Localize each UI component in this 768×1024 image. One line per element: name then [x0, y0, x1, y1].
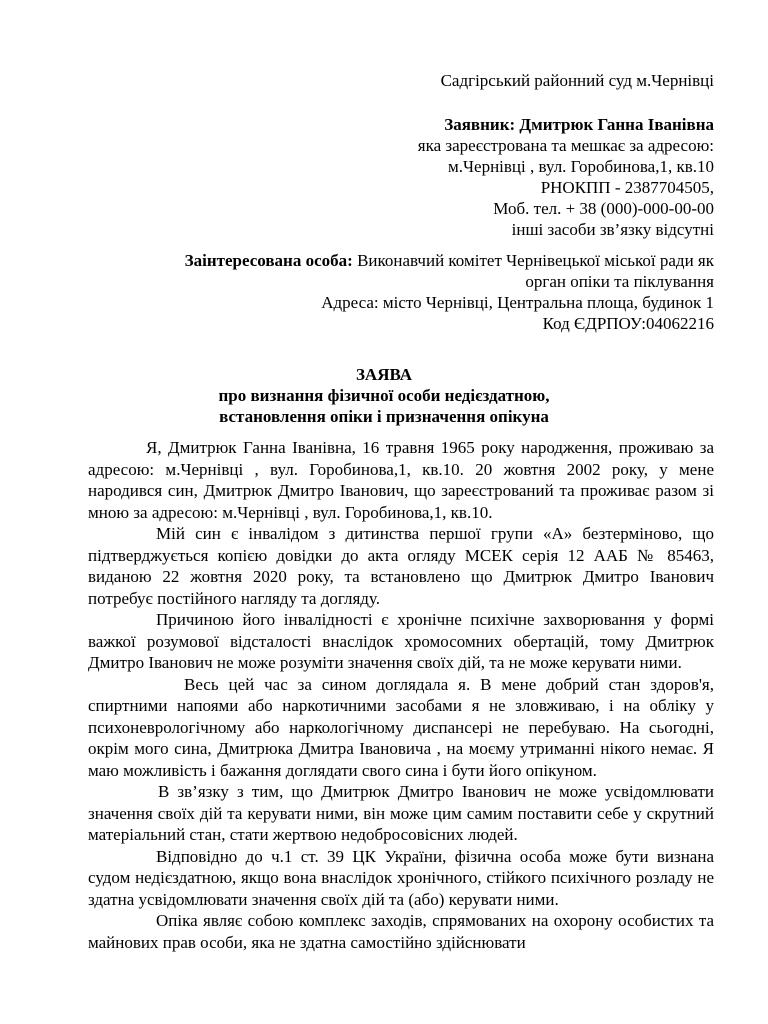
interested-party-label: Заінтересована особа:	[184, 251, 353, 270]
applicant-block	[418, 114, 714, 240]
interested-party-heading	[140, 250, 714, 292]
applicant-line: РНОКПП - 2387704505,	[540, 178, 714, 197]
applicant-line: яка зареєстрована та мешкає за адресою:	[417, 136, 714, 155]
body-paragraph: Відповідно до ч.1 ст. 39 ЦК України, фізична особа може бути визнана судом недієздатною, якщо вона внаслідок хронічного, стійкого психічного розладу не здатна усвідомлювати значення своїх дій та (або) керувати ними.	[88, 846, 714, 909]
document-body	[88, 437, 714, 953]
body-paragraph: Я, Дмитрюк Ганна Іванівна, 16 травня 1965 року народження, проживаю за адресою: м.Чернівці , вул. Горобинова,1, кв.10. 20 жовтня 2002 року, у мене народився син, Дмитрюк Дмитро Іванович, що зареєстрований та проживає разом зі мною за адресою: м.Чернівці , вул. Горобинова,1, кв.10.	[88, 438, 714, 522]
applicant-name: Дмитрюк Ганна Іванівна	[519, 115, 714, 134]
court-name-block	[441, 70, 714, 91]
title-line: про визнання фізичної особи недієздатною,	[218, 386, 550, 405]
applicant-heading	[418, 114, 714, 135]
applicant-label: Заявник:	[444, 115, 516, 134]
body-paragraph: Весь цей час за сином доглядала я. В мене добрий стан здоров'я, спиртними напоями або наркотичними засобами я не зловживаю, і на обліку у психоневрологічному або наркологічному диспансері не перебуваю. На сьогодні, окрім мого сина, Дмитрюка Дмитра Івановича , на моєму утриманні нікого немає. Я маю можливість і бажання доглядати свого сина і бути його опікуном.	[88, 674, 714, 780]
document-title	[54, 364, 714, 427]
applicant-line: інші засоби зв’язку відсутні	[511, 220, 714, 239]
body-paragraph: В зв’язку з тим, що Дмитрюк Дмитро Іванович не може усвідомлювати значення своїх дій та керувати ними, він може цим самим поставити себе у скрутний матеріальний стан, стати жертвою недобросовісних людей.	[88, 782, 714, 844]
title-line: ЗАЯВА	[355, 365, 413, 384]
interested-party-line: Адреса: місто Чернівці, Центральна площа, будинок 1	[321, 293, 714, 312]
court-name: Садгірський районний суд м.Чернівці	[440, 71, 714, 90]
interested-party-text: Виконавчий комітет Чернівецької міської ради як орган опіки та піклування	[357, 251, 714, 291]
body-paragraph: Причиною його інвалідності є хронічне психічне захворювання у формі важкої розумової відсталості внаслідок хромосомних обертацій, тому Дмитрюк Дмитро Іванович не може розуміти значення своїх дій, та не може керувати ними.	[88, 610, 714, 672]
body-paragraph: Мій син є інвалідом з дитинства першої групи «А» безтерміново, що підтверджується копією довідки до акта огляду МСЕК серія 12 ААБ № 85463, виданою 22 жовтня 2020 року, та встановлено що Дмитрюк Дмитро Іванович потребує постійного нагляду та догляду.	[88, 524, 714, 608]
title-line: встановлення опіки і призначення опікуна	[219, 407, 549, 426]
applicant-line: Моб. тел. + 38 (000)-000-00-00	[493, 199, 714, 218]
interested-party-line: Код ЄДРПОУ:04062216	[542, 314, 714, 333]
body-paragraph: Опіка являє собою комплекс заходів, спрямованих на охорону особистих та майнових прав особи, яка не здатна самостійно здійснювати	[88, 911, 714, 952]
applicant-line: м.Чернівці , вул. Горобинова,1, кв.10	[447, 157, 714, 176]
interested-party-block	[140, 250, 714, 334]
